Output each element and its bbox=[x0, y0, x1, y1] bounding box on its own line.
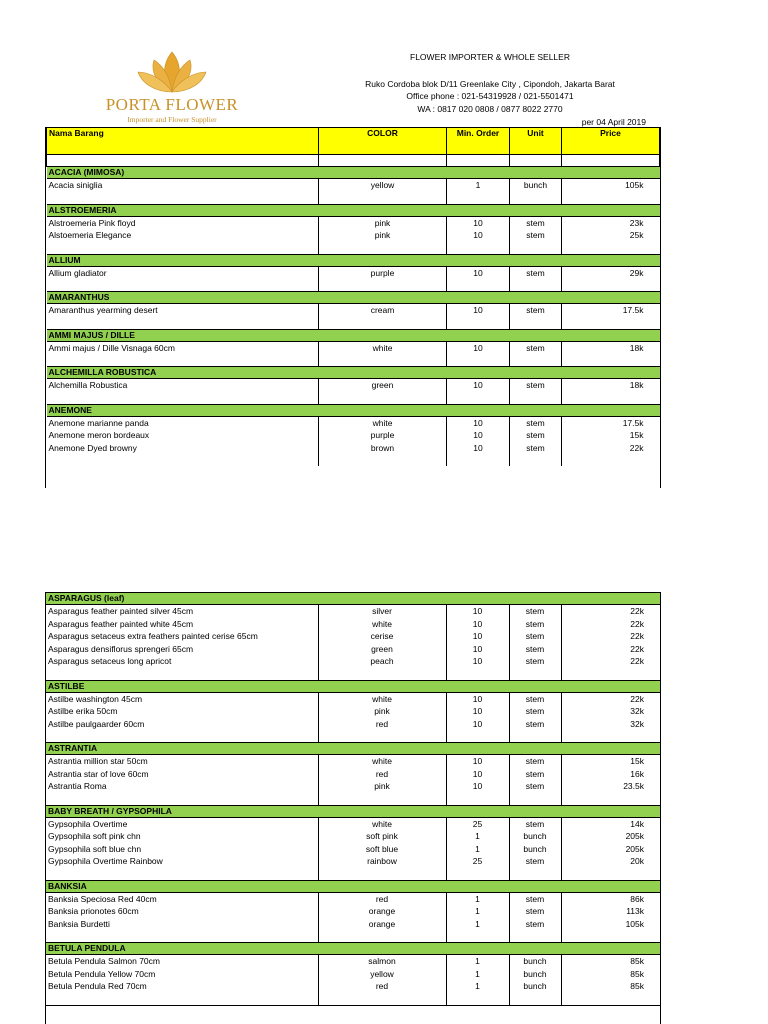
item-min-order: 10 bbox=[447, 429, 510, 442]
category-title: ACACIA (MIMOSA) bbox=[47, 167, 660, 179]
blank-row bbox=[47, 155, 660, 167]
category-title: ALCHEMILLA ROBUSTICA bbox=[47, 367, 660, 379]
category-row bbox=[46, 805, 660, 817]
item-color: orange bbox=[318, 905, 446, 918]
category-title: BANKSIA bbox=[46, 880, 660, 892]
category-row bbox=[46, 593, 660, 605]
table-row bbox=[47, 379, 660, 392]
item-name: Anemone marianne panda bbox=[48, 417, 149, 428]
item-color: pink bbox=[318, 705, 446, 718]
item-color: white bbox=[318, 817, 446, 830]
item-color: pink bbox=[318, 780, 446, 793]
table-row bbox=[47, 304, 660, 317]
item-min-order: 1 bbox=[446, 980, 509, 993]
item-min-order: 1 bbox=[446, 892, 509, 905]
item-min-order: 10 bbox=[447, 229, 510, 242]
table-row bbox=[46, 817, 660, 830]
item-unit: stem bbox=[510, 266, 562, 279]
item-price: 18k bbox=[562, 379, 660, 392]
item-price: 85k bbox=[561, 980, 660, 993]
table-body-2 bbox=[46, 593, 660, 1006]
item-min-order: 10 bbox=[447, 304, 510, 317]
item-color: red bbox=[318, 718, 446, 731]
item-color: yellow bbox=[319, 179, 447, 192]
item-min-order: 10 bbox=[447, 379, 510, 392]
item-min-order: 1 bbox=[446, 830, 509, 843]
item-name: Gypsophila Overtime bbox=[48, 818, 128, 829]
item-price: 22k bbox=[561, 655, 660, 668]
spacer-row bbox=[46, 930, 660, 943]
item-min-order: 10 bbox=[446, 780, 509, 793]
item-price: 23.5k bbox=[561, 780, 660, 793]
logo-tagline: Importer and Flower Supplier bbox=[127, 115, 217, 124]
spacer-row bbox=[46, 668, 660, 681]
spacer-row bbox=[47, 317, 660, 330]
item-unit: stem bbox=[509, 618, 561, 631]
item-name: Anemone meron bordeaux bbox=[48, 430, 150, 441]
company-logo bbox=[92, 50, 252, 130]
table-row bbox=[46, 918, 660, 931]
item-price: 15k bbox=[561, 755, 660, 768]
item-color: cream bbox=[319, 304, 447, 317]
item-color: orange bbox=[318, 918, 446, 931]
item-unit: stem bbox=[510, 229, 562, 242]
logo-name: PORTA FLOWER bbox=[105, 95, 239, 114]
item-min-order: 10 bbox=[446, 605, 509, 618]
item-name: Asparagus feather painted silver 45cm bbox=[48, 606, 194, 617]
item-price: 15k bbox=[562, 429, 660, 442]
item-color: pink bbox=[319, 229, 447, 242]
item-color: yellow bbox=[318, 968, 446, 981]
item-min-order: 1 bbox=[446, 968, 509, 981]
item-name: Banksia Burdetti bbox=[48, 918, 110, 929]
item-min-order: 10 bbox=[446, 630, 509, 643]
item-price: 105k bbox=[561, 918, 660, 931]
item-min-order: 1 bbox=[447, 179, 510, 192]
company-title: FLOWER IMPORTER & WHOLE SELLER bbox=[410, 52, 570, 62]
item-color: green bbox=[318, 643, 446, 656]
table-header bbox=[47, 128, 660, 155]
table-row bbox=[47, 216, 660, 229]
item-unit: bunch bbox=[509, 968, 561, 981]
category-row bbox=[47, 254, 660, 266]
office-phone: Office phone : 021-54319928 / 021-5501471 bbox=[406, 91, 574, 101]
item-price: 16k bbox=[561, 768, 660, 781]
item-color: red bbox=[318, 768, 446, 781]
col-header-min-order: Min. Order bbox=[447, 128, 510, 155]
category-title: ASPARAGUS (leaf) bbox=[46, 593, 660, 605]
category-row bbox=[47, 329, 660, 341]
item-name: Banksia Speciosa Red 40cm bbox=[48, 893, 157, 904]
lotus-icon bbox=[132, 50, 212, 94]
spacer-row bbox=[46, 730, 660, 743]
item-min-order: 10 bbox=[446, 718, 509, 731]
table-row bbox=[46, 968, 660, 981]
table-row bbox=[47, 416, 660, 429]
table-row bbox=[47, 341, 660, 354]
spacer-row bbox=[47, 454, 660, 466]
item-name: Astilbe paulgaarder 60cm bbox=[48, 718, 145, 729]
item-name: Asparagus setaceus extra feathers painted cerise 65cm bbox=[48, 631, 258, 642]
item-color: purple bbox=[319, 429, 447, 442]
item-name: Acacia siniglia bbox=[48, 180, 103, 191]
item-name: Asparagus setaceus long apricot bbox=[48, 656, 172, 667]
col-header-name: Nama Barang bbox=[47, 128, 319, 155]
table-row bbox=[46, 843, 660, 856]
table-row bbox=[46, 655, 660, 668]
table-row bbox=[47, 442, 660, 455]
item-unit: stem bbox=[510, 416, 562, 429]
table-row bbox=[46, 630, 660, 643]
item-unit: bunch bbox=[509, 955, 561, 968]
category-title: ASTRANTIA bbox=[46, 743, 660, 755]
category-row bbox=[47, 367, 660, 379]
col-header-price: Price bbox=[562, 128, 660, 155]
item-min-order: 10 bbox=[446, 655, 509, 668]
spacer-row bbox=[47, 392, 660, 405]
item-name: Alstroemeria Pink floyd bbox=[48, 217, 136, 228]
item-price: 32k bbox=[561, 705, 660, 718]
item-unit: stem bbox=[510, 379, 562, 392]
table-row bbox=[46, 605, 660, 618]
category-title: ALLIUM bbox=[47, 254, 660, 266]
item-min-order: 10 bbox=[446, 692, 509, 705]
category-row bbox=[46, 680, 660, 692]
item-unit: bunch bbox=[509, 843, 561, 856]
item-color: rainbow bbox=[318, 855, 446, 868]
item-price: 18k bbox=[562, 341, 660, 354]
item-min-order: 10 bbox=[446, 768, 509, 781]
category-title: BETULA PENDULA bbox=[46, 943, 660, 955]
item-price: 22k bbox=[562, 442, 660, 455]
item-price: 85k bbox=[561, 955, 660, 968]
table-row bbox=[46, 705, 660, 718]
table-row bbox=[46, 855, 660, 868]
table-body-1 bbox=[47, 167, 660, 467]
item-min-order: 1 bbox=[446, 918, 509, 931]
spacer-row bbox=[47, 354, 660, 367]
item-price: 86k bbox=[561, 892, 660, 905]
item-unit: bunch bbox=[509, 980, 561, 993]
spacer-row bbox=[47, 192, 660, 205]
item-unit: stem bbox=[509, 705, 561, 718]
table-row bbox=[47, 179, 660, 192]
company-address: Ruko Cordoba blok D/11 Greenlake City , Cipondoh, Jakarta Barat bbox=[365, 79, 615, 89]
price-table-page-2 bbox=[45, 592, 661, 1024]
item-min-order: 10 bbox=[446, 755, 509, 768]
category-title: AMARANTHUS bbox=[47, 292, 660, 304]
category-title: ANEMONE bbox=[47, 404, 660, 416]
item-name: Asparagus feather painted white 45cm bbox=[48, 618, 194, 629]
item-unit: stem bbox=[509, 630, 561, 643]
spacer-row bbox=[47, 279, 660, 292]
item-name: Betula Pendula Salmon 70cm bbox=[48, 956, 160, 967]
item-price: 25k bbox=[562, 229, 660, 242]
item-price: 17.5k bbox=[562, 416, 660, 429]
table-row bbox=[46, 830, 660, 843]
item-name: Gypsophila soft pink chn bbox=[48, 831, 141, 842]
item-price: 85k bbox=[561, 968, 660, 981]
item-price: 113k bbox=[561, 905, 660, 918]
item-color: white bbox=[318, 755, 446, 768]
item-color: green bbox=[319, 379, 447, 392]
item-unit: stem bbox=[509, 768, 561, 781]
item-min-order: 10 bbox=[447, 442, 510, 455]
category-row bbox=[47, 204, 660, 216]
item-unit: stem bbox=[509, 892, 561, 905]
item-color: purple bbox=[319, 266, 447, 279]
category-row bbox=[46, 943, 660, 955]
item-name: Astrantia star of love 60cm bbox=[48, 768, 149, 779]
item-unit: stem bbox=[509, 755, 561, 768]
category-title: AMMI MAJUS / DILLE bbox=[47, 329, 660, 341]
item-unit: stem bbox=[510, 304, 562, 317]
item-price: 22k bbox=[561, 643, 660, 656]
item-name: Alstoemeria Elegance bbox=[48, 230, 132, 241]
item-min-order: 10 bbox=[446, 705, 509, 718]
item-unit: stem bbox=[509, 605, 561, 618]
item-price: 22k bbox=[561, 692, 660, 705]
table-row bbox=[46, 692, 660, 705]
item-unit: stem bbox=[510, 429, 562, 442]
col-header-unit: Unit bbox=[510, 128, 562, 155]
category-row bbox=[47, 292, 660, 304]
item-color: white bbox=[319, 341, 447, 354]
item-min-order: 10 bbox=[447, 266, 510, 279]
item-price: 32k bbox=[561, 718, 660, 731]
item-name: Astilbe erika 50cm bbox=[48, 706, 118, 717]
item-name: Anemone Dyed browny bbox=[48, 442, 137, 453]
item-min-order: 1 bbox=[446, 843, 509, 856]
price-date: per 04 April 2019 bbox=[581, 117, 646, 127]
table-row bbox=[46, 755, 660, 768]
item-unit: stem bbox=[509, 817, 561, 830]
col-header-color: COLOR bbox=[319, 128, 447, 155]
item-color: silver bbox=[318, 605, 446, 618]
item-min-order: 10 bbox=[446, 643, 509, 656]
item-unit: stem bbox=[509, 905, 561, 918]
item-min-order: 10 bbox=[446, 618, 509, 631]
item-unit: stem bbox=[510, 216, 562, 229]
item-min-order: 10 bbox=[447, 216, 510, 229]
item-price: 22k bbox=[561, 630, 660, 643]
item-price: 22k bbox=[561, 618, 660, 631]
item-unit: stem bbox=[509, 692, 561, 705]
spacer-row bbox=[47, 242, 660, 255]
table-row bbox=[46, 905, 660, 918]
item-unit: stem bbox=[509, 780, 561, 793]
item-min-order: 1 bbox=[446, 955, 509, 968]
whatsapp-number: WA : 0817 020 0808 / 0877 8022 2770 bbox=[417, 104, 563, 114]
item-min-order: 1 bbox=[446, 905, 509, 918]
item-price: 20k bbox=[561, 855, 660, 868]
item-color: pink bbox=[319, 216, 447, 229]
category-title: ASTILBE bbox=[46, 680, 660, 692]
item-name: Gypsophila Overtime Rainbow bbox=[48, 856, 163, 867]
item-price: 14k bbox=[561, 817, 660, 830]
item-name: Gypsophila soft blue chn bbox=[48, 843, 142, 854]
spacer-row bbox=[46, 868, 660, 881]
item-unit: stem bbox=[509, 855, 561, 868]
item-unit: bunch bbox=[510, 179, 562, 192]
item-unit: stem bbox=[509, 643, 561, 656]
price-table-page-1 bbox=[45, 127, 661, 488]
item-name: Betula Pendula Yellow 70cm bbox=[48, 968, 156, 979]
spacer-row bbox=[46, 993, 660, 1006]
item-price: 205k bbox=[561, 830, 660, 843]
item-color: red bbox=[318, 980, 446, 993]
category-row bbox=[46, 880, 660, 892]
item-name: Betula Pendula Red 70cm bbox=[48, 981, 147, 992]
item-name: Allium gladiator bbox=[48, 267, 107, 278]
item-price: 17.5k bbox=[562, 304, 660, 317]
table-row bbox=[46, 768, 660, 781]
spacer-row bbox=[46, 793, 660, 806]
item-color: cerise bbox=[318, 630, 446, 643]
item-min-order: 25 bbox=[446, 855, 509, 868]
item-color: soft pink bbox=[318, 830, 446, 843]
table-row bbox=[46, 718, 660, 731]
category-title: BABY BREATH / GYPSOPHILA bbox=[46, 805, 660, 817]
category-title: ALSTROEMERIA bbox=[47, 204, 660, 216]
table-row bbox=[46, 892, 660, 905]
category-row bbox=[47, 167, 660, 179]
table-row bbox=[47, 229, 660, 242]
table-row bbox=[46, 643, 660, 656]
category-row bbox=[46, 743, 660, 755]
table-row bbox=[47, 266, 660, 279]
item-color: red bbox=[318, 892, 446, 905]
item-min-order: 10 bbox=[447, 416, 510, 429]
item-name: Astilbe washington 45cm bbox=[48, 693, 143, 704]
category-row bbox=[47, 404, 660, 416]
item-name: Alchemilla Robustica bbox=[48, 380, 128, 391]
item-price: 22k bbox=[561, 605, 660, 618]
table-row bbox=[46, 618, 660, 631]
item-name: Astrantia million star 50cm bbox=[48, 756, 148, 767]
table-row bbox=[46, 955, 660, 968]
item-unit: stem bbox=[509, 718, 561, 731]
item-unit: bunch bbox=[509, 830, 561, 843]
item-name: Banksia prionotes 60cm bbox=[48, 906, 139, 917]
item-name: Amaranthus yearming desert bbox=[48, 305, 158, 316]
item-color: white bbox=[318, 618, 446, 631]
item-unit: stem bbox=[510, 341, 562, 354]
item-unit: stem bbox=[510, 442, 562, 455]
item-color: white bbox=[319, 416, 447, 429]
table-row bbox=[46, 980, 660, 993]
item-price: 29k bbox=[562, 266, 660, 279]
item-price: 23k bbox=[562, 216, 660, 229]
table-row bbox=[46, 780, 660, 793]
item-color: soft blue bbox=[318, 843, 446, 856]
item-color: peach bbox=[318, 655, 446, 668]
item-price: 205k bbox=[561, 843, 660, 856]
item-min-order: 25 bbox=[446, 817, 509, 830]
item-unit: stem bbox=[509, 655, 561, 668]
item-color: salmon bbox=[318, 955, 446, 968]
item-price: 105k bbox=[562, 179, 660, 192]
item-color: white bbox=[318, 692, 446, 705]
item-unit: stem bbox=[509, 918, 561, 931]
table-row bbox=[47, 429, 660, 442]
item-color: brown bbox=[319, 442, 447, 455]
item-min-order: 10 bbox=[447, 341, 510, 354]
item-name: Astrantia Roma bbox=[48, 781, 107, 792]
item-name: Asparagus densiflorus sprengeri 65cm bbox=[48, 643, 194, 654]
item-name: Ammi majus / Dille Visnaga 60cm bbox=[48, 342, 175, 353]
